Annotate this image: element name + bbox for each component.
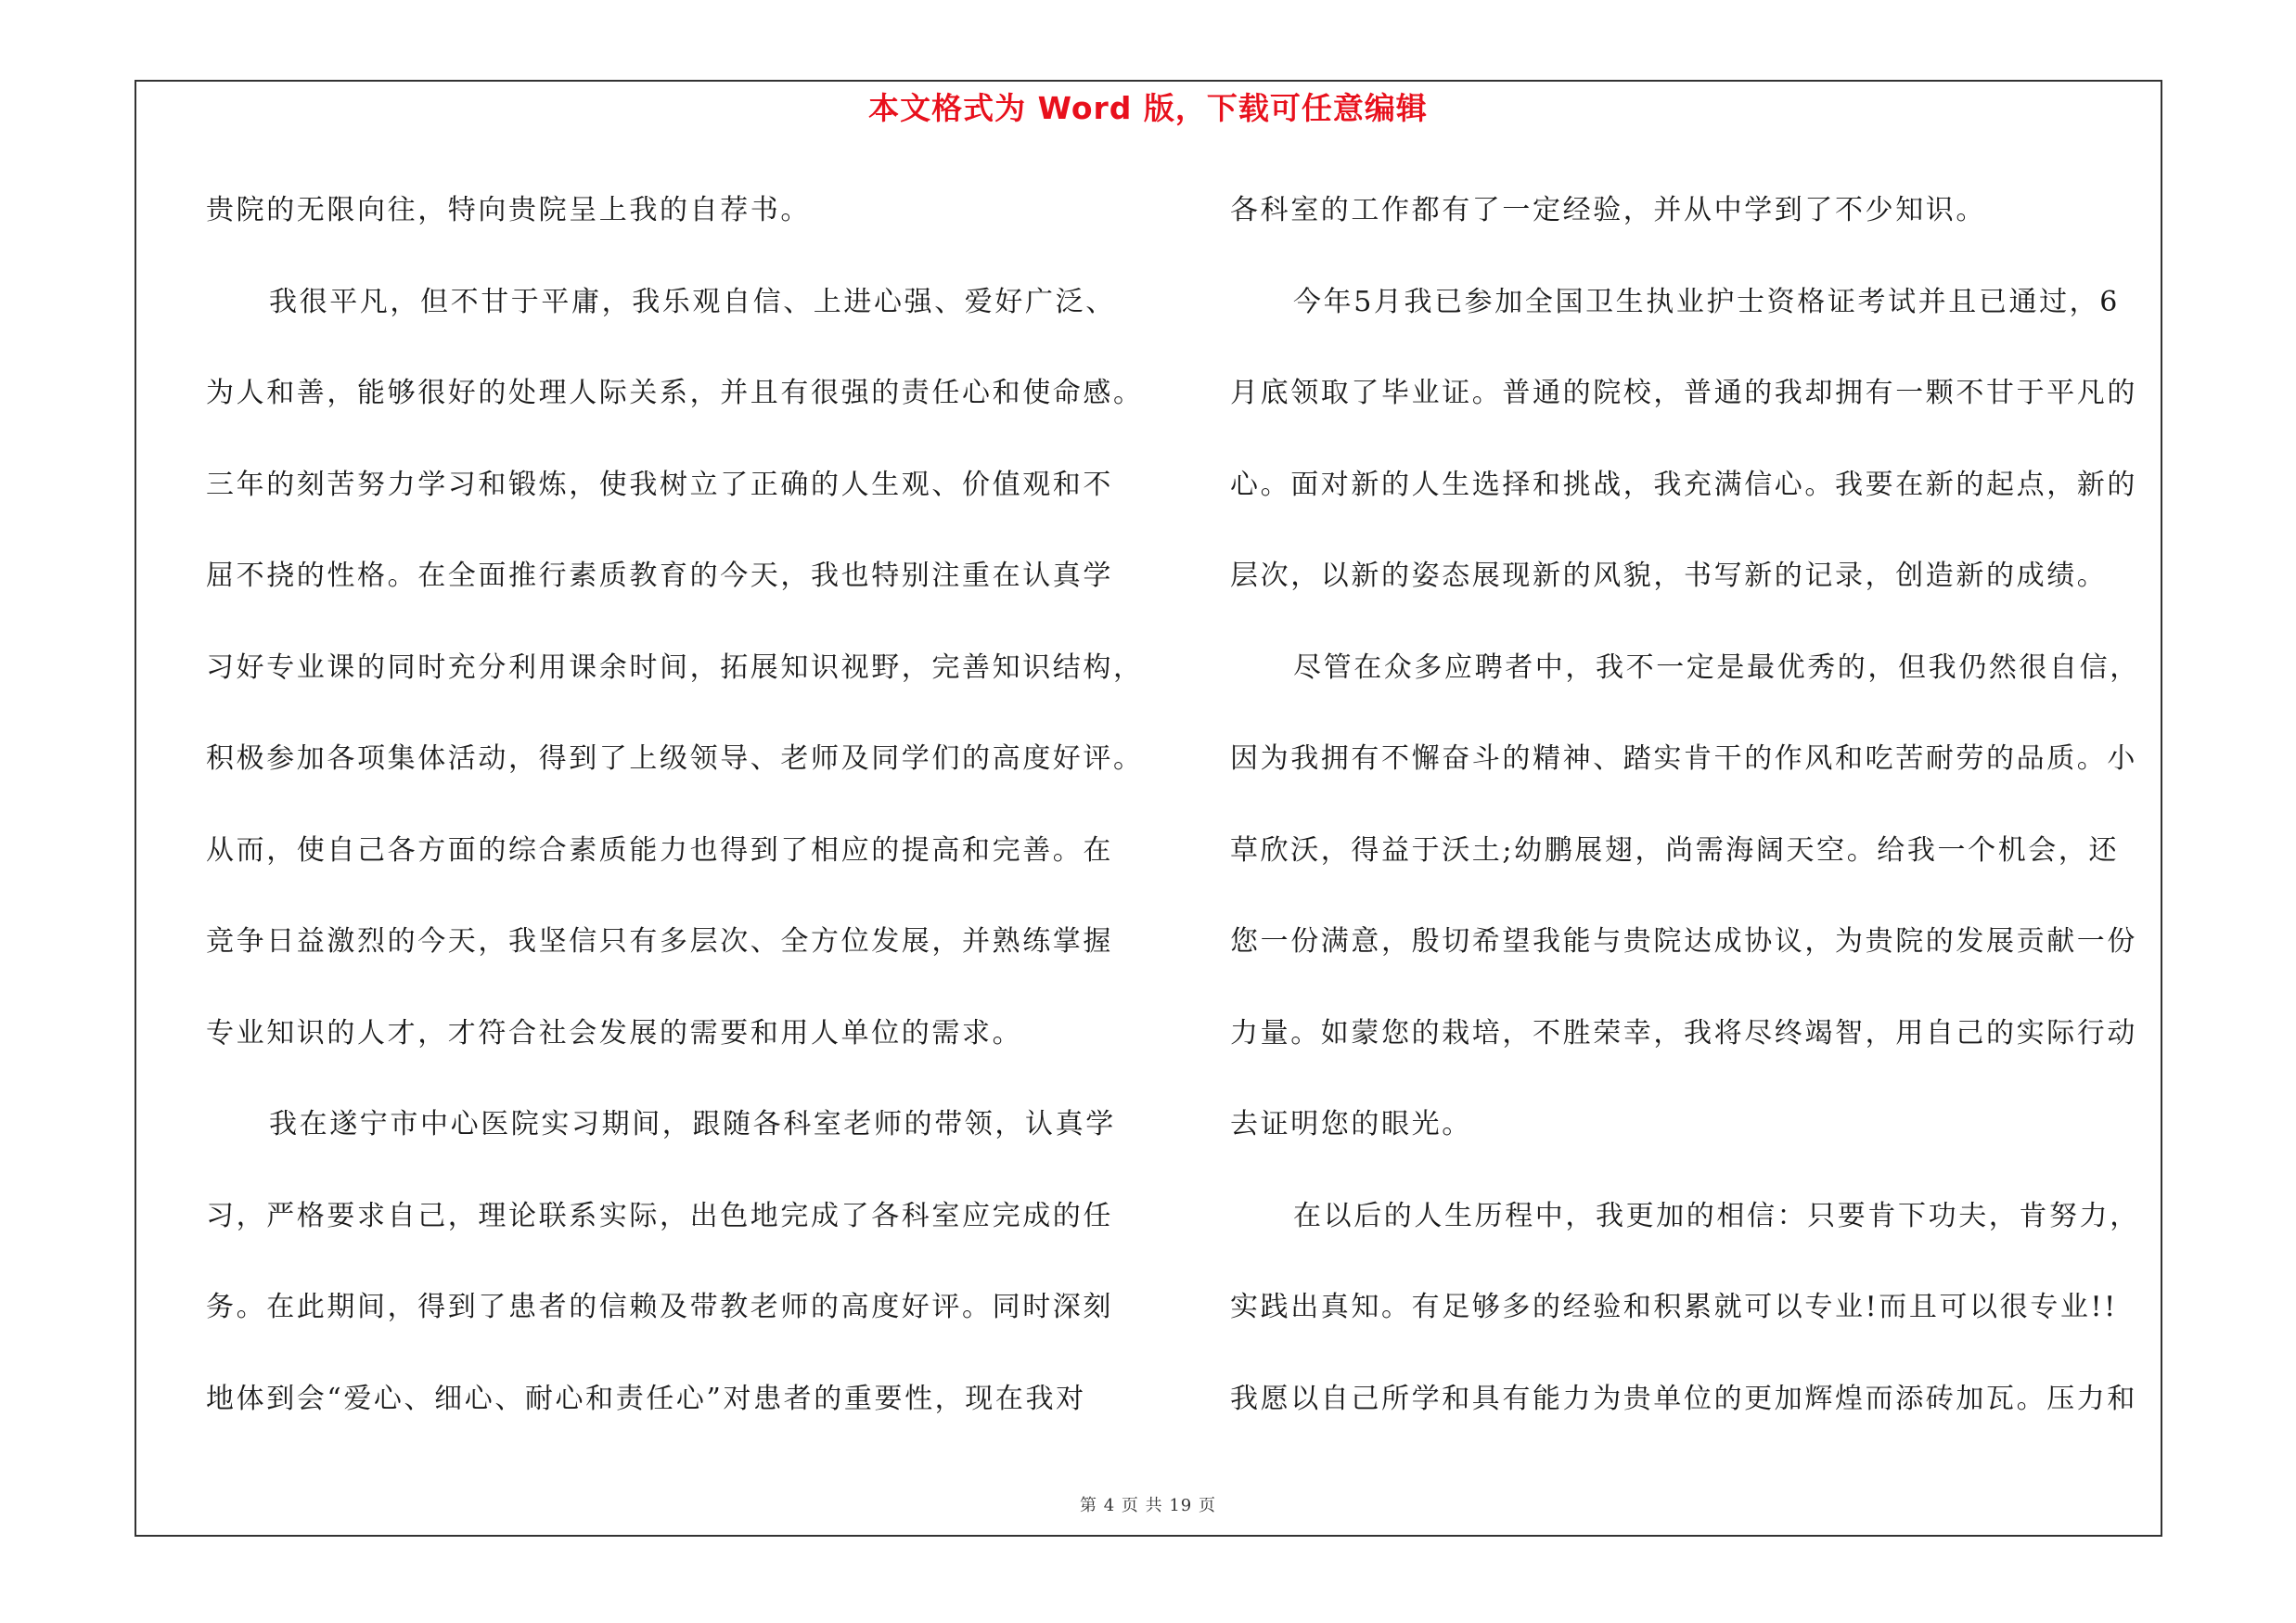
text-line: 在以后的人生历程中，我更加的相信：只要肯下功夫，肯努力， [1293,1199,2140,1232]
text-line: 贵院的无限向往，特向贵院呈上我的自荐书。 [206,194,811,226]
text-line: 我愿以自己所学和具有能力为贵单位的更加辉煌而添砖加瓦。压力和 [1230,1382,2137,1415]
text-line: 月底领取了毕业证。普通的院校，普通的我却拥有一颗不甘于平凡的 [1230,377,2137,409]
text-line: 积极参加各项集体活动，得到了上级领导、老师及同学们的高度好评。 [206,742,1144,775]
text-line: 力量。如蒙您的栽培，不胜荣幸，我将尽终竭智，用自己的实际行动 [1230,1016,2137,1050]
text-line: 因为我拥有不懈奋斗的精神、踏实肯干的作风和吃苦耐劳的品质。小 [1230,742,2137,775]
text-line: 今年5月我已参加全国卫生执业护士资格证考试并且已通过，6 [1293,285,2120,318]
text-line: 从而，使自己各方面的综合素质能力也得到了相应的提高和完善。在 [206,833,1113,867]
text-line: 三年的刻苦努力学习和锻炼，使我树立了正确的人生观、价值观和不 [206,468,1113,501]
text-line: 去证明您的眼光。 [1230,1108,1472,1140]
text-line: 务。在此期间，得到了患者的信赖及带教老师的高度好评。同时深刻 [206,1291,1113,1323]
text-line: 为人和善，能够很好的处理人际关系，并且有很强的责任心和使命感。 [206,377,1144,409]
text-line: 尽管在众多应聘者中，我不一定是最优秀的，但我仍然很自信， [1293,650,2140,684]
text-line: 各科室的工作都有了一定经验，并从中学到了不少知识。 [1230,194,1986,226]
text-line: 专业知识的人才，才符合社会发展的需要和用人单位的需求。 [206,1016,1023,1050]
text-line: 地体到会“爱心、细心、耐心和责任心”对患者的重要性，现在我对 [206,1382,1086,1415]
text-line: 屈不挠的性格。在全面推行素质教育的今天，我也特别注重在认真学 [206,560,1113,592]
text-line: 您一份满意，殷切希望我能与贵院达成协议，为贵院的发展贡献一份 [1230,925,2137,958]
left-column [206,185,1144,1464]
text-line: 竞争日益激烈的今天，我坚信只有多层次、全方位发展，并熟练掌握 [206,925,1113,958]
text-line: 我在遂宁市中心医院实习期间，跟随各科室老师的带领，认真学 [269,1108,1116,1140]
text-line: 心。面对新的人生选择和挑战，我充满信心。我要在新的起点，新的 [1230,468,2137,501]
text-line: 实践出真知。有足够多的经验和积累就可以专业!而且可以很专业!! [1230,1291,2118,1323]
text-line: 习好专业课的同时充分利用课余时间，拓展知识视野，完善知识结构， [206,650,1144,684]
right-column [1230,185,2158,1464]
text-line: 层次，以新的姿态展现新的风貌，书写新的记录，创造新的成绩。 [1230,560,2108,592]
page-number: 第 4 页 共 19 页 [1080,1496,1216,1515]
text-line: 我很平凡，但不甘于平庸，我乐观自信、上进心强、爱好广泛、 [269,285,1116,318]
text-line: 习，严格要求自己，理论联系实际，出色地完成了各科室应完成的任 [206,1199,1113,1232]
text-line: 草欣沃，得益于沃土;幼鹏展翅，尚需海阔天空。给我一个机会，还 [1230,833,2120,867]
format-notice: 本文格式为 Word 版，下载可任意编辑 [868,90,1428,126]
